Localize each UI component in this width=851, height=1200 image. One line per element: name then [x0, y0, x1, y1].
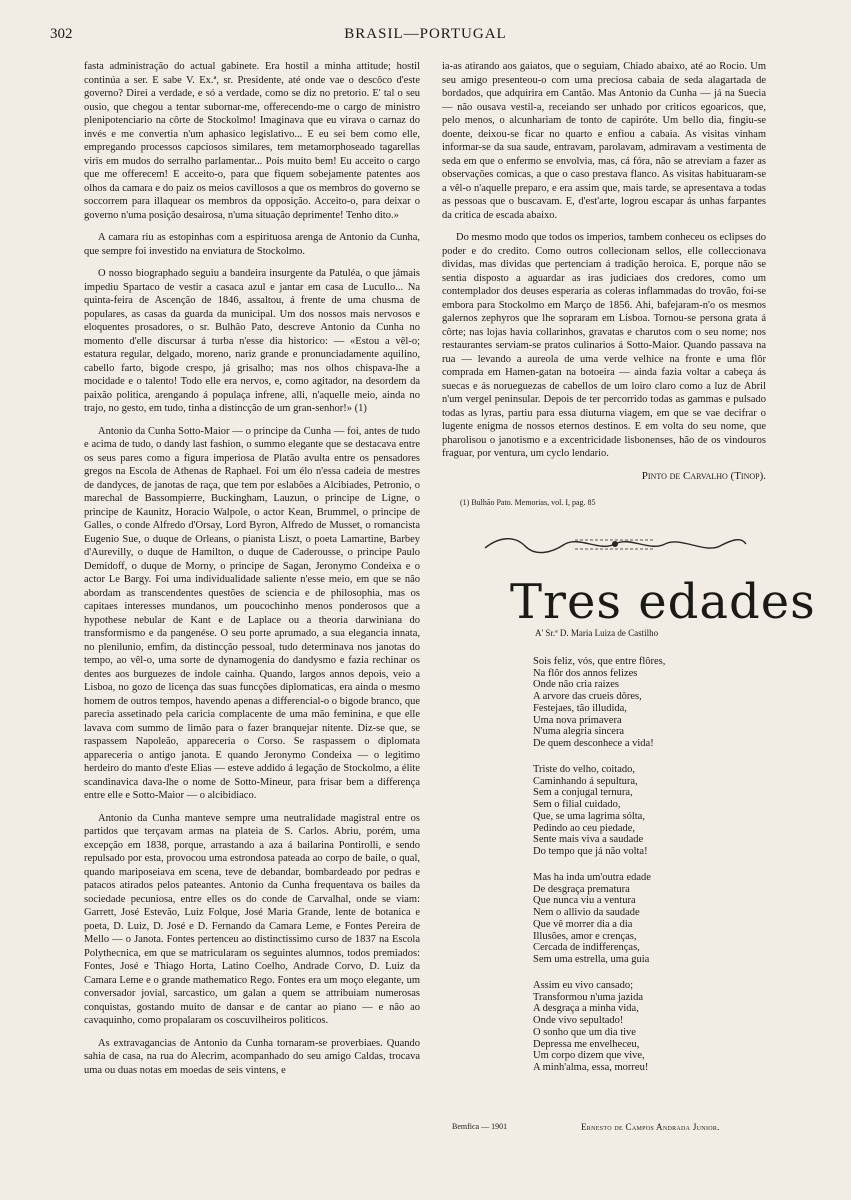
poem-line: Um corpo dizem que vive,	[533, 1050, 645, 1062]
poem-line: Caminhando á sepultura,	[533, 775, 638, 787]
poem-line: O sonho que um dia tive	[533, 1026, 636, 1038]
poem-line: Pedindo ao ceu piedade,	[533, 822, 636, 834]
running-header: BRASIL—PORTUGAL	[344, 26, 507, 42]
poem-author: Ernesto de Campos Andrada Junior.	[581, 1122, 720, 1132]
right-column	[442, 60, 766, 483]
poem-line: Sem uma estrella, uma guia	[533, 953, 650, 965]
poem-line: Que vê morrer dia a dia	[533, 918, 633, 930]
poem-line: Sois feliz, vós, que entre flôres,	[533, 656, 666, 667]
poem-line: Festejaes, tão illudida,	[533, 702, 627, 714]
poem-line: Que nunca viu a ventura	[533, 895, 636, 907]
poem-line: Transformou n'uma jazida	[533, 991, 643, 1003]
poem-line: De quem desconhece a vida!	[533, 737, 654, 749]
paragraph: Antonio da Cunha manteve sempre uma neutralidade magistral entre os partidos que terçavam armas na plateia de S. Carlos. Abriu, porém, uma excepção em 1838, porque, arrastando a aza á bailarina Pontirolli, e sendo repulsado por esta, provocou uma estrondosa pateada ao corpo de baile, o qual, quando mariposeiava em scena, teve de debandar, bombardeado por pedras e patacos atirados pelos pateantes. Antonio da Cunha frequentava os bailes da sociedade pecuniosa, entre elles os do conde de Carvalhal, onde se viam: Garrett, José Estevão, Luiz Folque, José Maria Grande, lente de botanica e poeta, D. Luiz, D. José e D. Fernando da Camara Leme, e Fontes Pereira de Mello — o Janota. Fontes pertenceu ao distinctissimo curso de 1837 na Escola Polythecnica, em que se matricularam os seguintes alumnos, todos premiados: Fontes, José e Thiago Horta, Latino Coelho, Andrade Corvo, D. Luiz da Camara Leme e o grande mathematico Rego. Fontes era um moço elegante, um conversador jovial, sarcastico, um galan a quem se attribuiam numerosas conquistas, gostando muito de dansar e de cantar ao piano — e não ao cavaquinho, como propalaram os coscuvilheiros politicos.	[84, 812, 420, 1026]
poem-line: Illusões, amor e crenças,	[533, 930, 637, 942]
poem-line: Na flôr dos annos felizes	[533, 667, 638, 679]
paragraph: O nosso biographado seguiu a bandeira insurgente da Patuléa, o que jámais impediu Spartaco de vestir a casaca azul e jantar em casa de Lucullo... Na quinta-feira de Ascenção de 1846, assaltou, á frente de uma chusma de populares, as casas da guarda da municipal. Um dos nossos mais nervosos e eloquentes prosadores, o sr. Bulhão Pato, descreve Antonio da Cunha no momento d'elle discursar á turba n'esse dia historico: — «Estou a vêl-o; estatura regular, delgado, moreno, nariz grande e pronunciadamente aquilino, cabello farto, bigode crespo, já grisalho; mas nos olhos chispava-lhe a mocidade e o talento! Todo elle era nervos, e, como agitador, na desordem da paixão politica, arengando á populaça infrene, alli, n'aquelle meio, ainda no trajo, no gesto, em tudo, tinha a distincção de um gran-senhor!» (1)	[84, 268, 420, 414]
poem-line: Assim eu vivo cansado;	[533, 980, 634, 991]
left-column	[84, 60, 420, 1086]
poem-line: Que, se uma lagrima sólta,	[533, 810, 645, 822]
poem-line: N'uma alegria sincera	[533, 726, 625, 738]
poem-stanza	[533, 980, 648, 1074]
poem-line: Triste do velho, coitado,	[533, 764, 635, 775]
poem-line: Uma nova primavera	[533, 714, 622, 726]
poem-line: Sem a conjugal ternura,	[533, 787, 633, 799]
poem-line: Sem o filial cuidado,	[533, 799, 621, 811]
paragraph: Antonio da Cunha Sotto-Maior — o principe da Cunha — foi, antes de tudo e acima de tudo, o dandy last fashion, o summo elegante que se destacava entre os seus pares como a figura imperiosa de Platão avulta entre os pensadores gregos na Escola de Athenas de Raphael. Foi um élo n'essa cadeia de mestres de dandyces, de janotas de raça, que tem por eslabões a Alcibiades, Petronio, o marechal de Bassompierre, Buckingham, Lauzun, o principe de Ligne, o principe de Kaunitz, Horacio Walpole, o actor Kean, Brummel, o principe de Galles, o conde Alfredo d'Orsay, Lord Byron, Alfredo de Musset, o romancista Eugenio Sue, o duque de Orleans, o pianista Liszt, o poeta Lamartine, Barbey d'Aurevilly, o duque de Hamilton, o duque de Caderousse, o principe Paulo Demidoff, o duque de Morny, o principe de Sagan, Jeronymo Condeixa e o actor Le Bargy. Foi uma individualidade saliente n'esse meio, em que se não abordam as transcendentes questões de sciencia e de philosophia, mas os capitaes interesses mundanos, um poucochinho menos ponderosos que a hypothese nebular de Kant e de Laplace ou a theoria darwiniana do transformismo e da pangenése. O seu porte aprumado, a sua elegancia innata, no plenilunio, emfim, da distincção pessoal, tudo determinava nos janotas do tempo, ao vêl-o, uma sorte de dynamogenia do dandysmo e fazia rechinar os dentes aos burguezes de indole cainha. Quando, largos annos depois, veio a Lisboa, no gozo de licença das suas funcções diplomaticas, era ainda o mesmo homem de outros tempos, havendo apenas a differencial-o o bigode branco, que parecia assetinado pela caricia complacente de uma mão feminina, e que elle lavava com summo de limão para o fazer branquejar nitente. Diz-se que, se raspassem Napoleão, appareceria o Corso. Se raspassem o diplomata appareceria o antigo janota. E quando Jeronymo Condeixa — o legitimo herdeiro do manto d'este Elias — esteve addido á legação de Stockolmo, a élite scandinavica dava-lhe o nome de Sotto-Mineur, para frisar bem a differença entre elle e Sotto-Maior — o alcibidiaco.	[84, 425, 420, 801]
poem-place-date: Bemfica — 1901	[452, 1122, 508, 1131]
poem-line: Sente mais viva a saudade	[533, 834, 644, 846]
poem-dedication: A' Sr.ª D. Maria Luiza de Castilho	[535, 628, 659, 638]
poem-line: A minh'alma, essa, morreu!	[533, 1061, 649, 1073]
poem-stanza	[533, 872, 651, 966]
poem-stanza	[533, 656, 665, 750]
page-number: 302	[50, 26, 73, 42]
poem-line: Mas ha inda um'outra edade	[533, 872, 651, 883]
poem-line: Onde vivo sepultado!	[533, 1015, 624, 1027]
ornament-divider-icon	[480, 534, 750, 556]
poem-line: Do tempo que já não volta!	[533, 845, 648, 857]
poem-stanza	[533, 764, 648, 858]
paragraph: Do mesmo modo que todos os imperios, tambem conheceu os eclipses do poder e do credito. Como outros collecionam sellos, elle colleccionava dividas, mas dividas que pertenciam á tradição heroica. E, porque não se sentia disposto a aguardar as iras judiciaes dos credores, como um contemplador dos deuses esperaria as coleras inflammadas do trovão, foi-se embora para Stockolmo em Março de 1856. Ahi, bafejaram-n'o os mesmos galernos zephyros que lhe sopraram em Lisboa. Tornou-se persona grata á côrte; nas lojas havia collarinhos, gravatas e charutos com o seu nome; nos restaurantes serviam-se pratos culinarios á Sotto-Maior. Quando passava na rua — levando a aureola de uma verde velhice na fronte e uma flôr comprada em Hamen-gatan na botoeira — ainda fazia voltar a cabeça ás suecas e ás norueguezas de cabellos de um loiro claro como a luz de Abril n'um vergel peninsular. Depois de ter percorrido todas as gammas e pulsado todas as lyras, partiu para essa diuturna viagem, em que se vae decifrar o lugente enigma de nossos eternos destinos. E em volta do seu nome, que pharolisou o janotismo e a excentricidade lisbonenses, hão de os vindouros fraguar, por ventura, um cyclo lendario.	[442, 232, 766, 459]
paragraph: A camara riu as estopinhas com a espirituosa arenga de Antonio da Cunha, que sempre foi investido na enviatura de Stockolmo.	[84, 232, 420, 257]
poem-line: A arvore das crueis dôres,	[533, 691, 642, 703]
footnote: (1) Bulhão Pato. Memorias, vol. I, pag. 85	[460, 498, 596, 507]
poem-line: De desgraça prematura	[533, 883, 630, 895]
poem-title: Tres edades	[510, 574, 816, 630]
paragraph: ia-as atirando aos gaiatos, que o seguiam, Chiado abaixo, até ao Rocio. Um seu amigo presenteou-o com uma preciosa cabaia de seda alagartada de bordados, que adquirira em Cantão. Mas Antonio da Cunha — já na Suecia — não ousava vestil-a, receiando ser unhado por criticos egoaricos, que, pelo menos, o alcunhariam de tonto de capiróte. Um bello dia, fingiu-se doente, deixou-se ficar no quarto e enfiou a cabaia. As visitas vinham informar-se da sua saude, entravam, parolavam, admiravam a vestimenta de seda em que o enfermo se envolvia, mas, cá fóra, não se atreviam a fazer as observações comicas, a que o caso prestava flanco. As visitas habituaram-se a vêl-o n'aquelle preparo, e era assim que, mais tarde, se apresentava a todas as pessoas que o buscavam. E, d'est'arte, logrou escapar ás unhas farpantes da critica de escada abaixo.	[442, 61, 766, 221]
poem-line: A desgraça a minha vida,	[533, 1003, 639, 1015]
paragraph: As extravagancias de Antonio da Cunha tornaram-se proverbiaes. Quando sahia de casa, na rua do Alecrim, acompanhado do seu amigo Caldas, trocava uma ou duas notas em moedas de seis vintens, e	[84, 1037, 420, 1076]
poem-line: Cercada de indifferenças,	[533, 942, 640, 954]
poem-line: Depressa me envelheceu,	[533, 1038, 640, 1050]
paragraph: fasta administração do actual gabinete. Era hostil a minha attitude; hostil continúa a ser. E sabe V. Ex.ª, sr. Presidente, até onde vae o descôco d'este governo? Direi a verdade, e só a verdade, como se diz no pretorio. E' tal o seu ousio, que chegou a tentar subornar-me, offerecendo-me o cargo de ministro plenipotenciario na côrte de Stockolmo! Imaginava que eu virava o carnaz do invés e me convertia n'um aphasico legislativo... E eu sei bem como elle, empregando processos capciosos similares, tem metamorphoseado tagarellas viris em mudos do serralho parlamentar... Pois muito bem! Eu acceito o cargo que me offerecem! E acceito-o, para que fiquem sobejamente patentes aos olhos da camara e do paiz os meios cavillosos a que os membros do governo se soccorrem para illaquear os membros da opposição. Acceito-o, para deixar o governo n'uma posição desairosa, n'uma situação deprimente! Tenho dito.»	[84, 61, 420, 221]
article-signature: Pinto de Carvalho (Tinop).	[641, 469, 766, 482]
poem-line: Nem o allivio da saudade	[533, 907, 640, 919]
poem-line: Onde não cria raizes	[533, 679, 619, 691]
